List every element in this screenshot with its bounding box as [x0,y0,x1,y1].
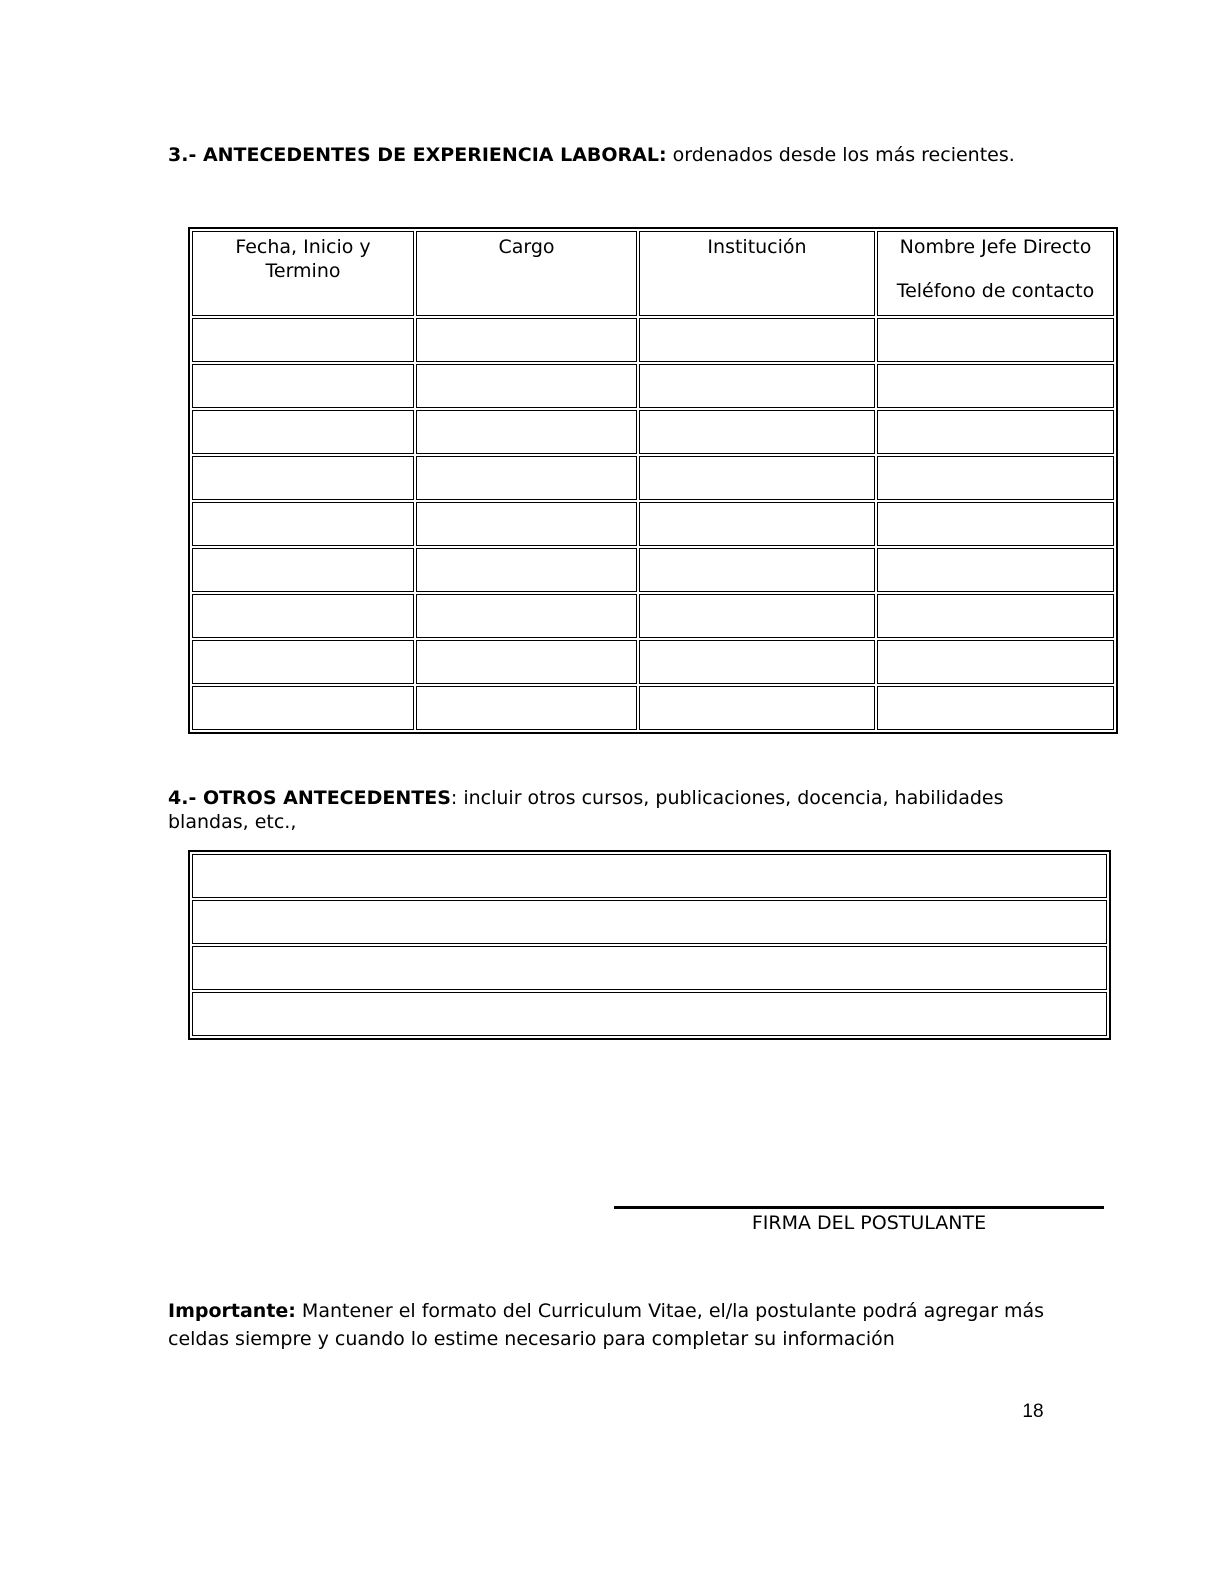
table-cell[interactable] [192,854,1107,898]
table-row [192,900,1107,944]
table-cell[interactable] [192,992,1107,1036]
table-row [192,594,1114,638]
table-cell[interactable] [192,410,414,454]
section-4-heading [168,786,1048,834]
table-row [192,502,1114,546]
section-4-title: 4.- OTROS ANTECEDENTES [168,787,451,809]
header-institucion-label: Institución [707,236,807,258]
table-cell[interactable] [639,364,875,408]
table-cell[interactable] [416,364,637,408]
table-row [192,318,1114,362]
table-cell[interactable] [639,502,875,546]
table-cell[interactable] [639,594,875,638]
header-telefono-label: Teléfono de contacto [896,280,1095,302]
table-cell[interactable] [639,456,875,500]
table-cell[interactable] [192,594,414,638]
table-cell[interactable] [877,318,1114,362]
table-cell[interactable] [639,318,875,362]
important-text: Mantener el formato del Curriculum Vitae, el/la postulante podrá agregar más celdas siempre y cuando lo estime necesario para completar su información [168,1300,1044,1350]
table-cell[interactable] [416,594,637,638]
page-number: 18 [1022,1401,1044,1422]
section-4-subtitle: : incluir otros cursos, publicaciones, docencia, habilidades blandas, etc., [168,787,1004,833]
table-cell[interactable] [877,364,1114,408]
table-cell[interactable] [192,364,414,408]
table-cell[interactable] [192,548,414,592]
header-cargo [416,231,637,316]
table-cell[interactable] [416,548,637,592]
table-row [192,456,1114,500]
section-3-heading [168,143,1068,167]
important-label: Importante: [168,1300,296,1322]
table-cell[interactable] [416,640,637,684]
section-3-title: 3.- ANTECEDENTES DE EXPERIENCIA LABORAL: [168,144,667,166]
table-cell[interactable] [877,456,1114,500]
header-fecha [192,231,414,316]
table-row [192,854,1107,898]
header-jefe-label: Nombre Jefe Directo [899,236,1092,258]
table-cell[interactable] [192,502,414,546]
table-cell[interactable] [192,946,1107,990]
table-cell[interactable] [877,594,1114,638]
table-row [192,992,1107,1036]
table-cell[interactable] [416,502,637,546]
table-cell[interactable] [416,318,637,362]
table-row [192,364,1114,408]
table-cell[interactable] [877,640,1114,684]
header-fecha-label: Fecha, Inicio y Termino [235,236,371,282]
table-cell[interactable] [192,900,1107,944]
table-cell[interactable] [416,410,637,454]
table-row [192,548,1114,592]
header-jefe [877,231,1114,316]
table-cell[interactable] [192,456,414,500]
table-cell[interactable] [416,456,637,500]
table-row [192,686,1114,730]
table-cell[interactable] [639,686,875,730]
table-cell[interactable] [877,502,1114,546]
signature-line [614,1206,1104,1209]
experience-header-row [192,231,1114,316]
table-cell[interactable] [877,686,1114,730]
table-cell[interactable] [639,640,875,684]
table-cell[interactable] [416,686,637,730]
other-antecedents-table [188,850,1111,1040]
table-cell[interactable] [639,410,875,454]
experience-table [188,227,1118,734]
table-cell[interactable] [877,410,1114,454]
header-institucion [639,231,875,316]
table-cell[interactable] [192,686,414,730]
table-cell[interactable] [639,548,875,592]
important-note [168,1297,1068,1353]
table-cell[interactable] [192,640,414,684]
table-row [192,640,1114,684]
table-row [192,946,1107,990]
table-cell[interactable] [877,548,1114,592]
header-cargo-label: Cargo [498,236,555,258]
table-row [192,410,1114,454]
signature-label: FIRMA DEL POSTULANTE [751,1212,987,1234]
section-3-subtitle: ordenados desde los más recientes. [666,144,1015,166]
table-cell[interactable] [192,318,414,362]
